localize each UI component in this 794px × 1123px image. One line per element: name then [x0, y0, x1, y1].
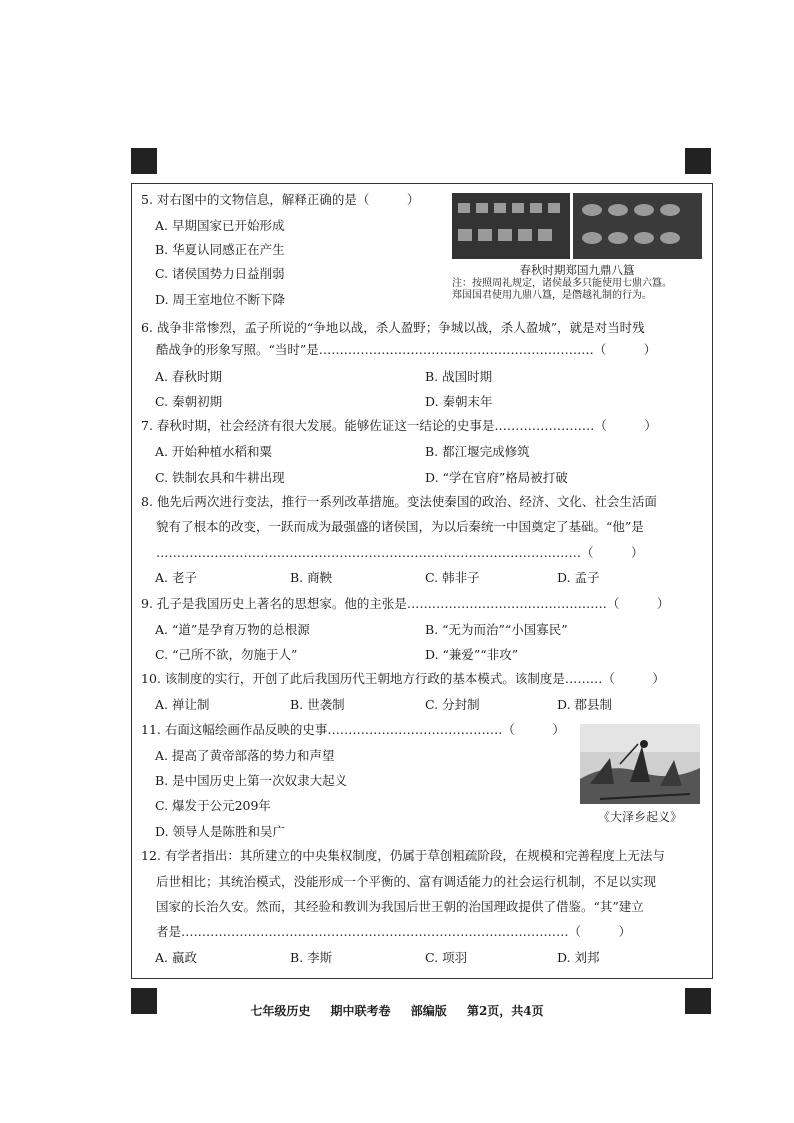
ding-gui-photo: [452, 193, 702, 259]
q12-option-b: B. 李斯: [290, 950, 333, 965]
q8-option-d: D. 孟子: [557, 570, 600, 585]
q6-option-b: B. 战国时期: [425, 369, 493, 384]
q5-figure-caption: 春秋时期郑国九鼎八簋: [519, 263, 635, 277]
q10-option-d: D. 郡县制: [557, 697, 613, 712]
footer-grade: 七年级历史: [250, 1004, 311, 1018]
q7-option-c: C. 铁制农具和牛耕出现: [155, 470, 285, 485]
q9-stem: 9. 孔子是我国历史上著名的思想家。他的主张是…………………………………………（ ）: [141, 596, 670, 611]
q5-figure-note-2: 郑国国君使用九鼎八簋，是僭越礼制的行为。: [452, 290, 652, 301]
q8-stem-line-2: 貌有了根本的改变，一跃而成为最强盛的诸侯国，为以后秦统一中国奠定了基础。“他”是: [156, 519, 644, 534]
q11-figure-caption: 《大泽乡起义》: [597, 810, 682, 824]
q10-option-b: B. 世袭制: [290, 697, 345, 712]
page-footer: [0, 1002, 794, 1019]
q5-option-b: B. 华夏认同感正在产生: [155, 242, 285, 257]
q7-option-b: B. 都江堰完成修筑: [425, 444, 530, 459]
registration-mark-top-right: [685, 148, 711, 174]
q9-option-d: D. “兼爱”“非攻”: [425, 647, 519, 662]
q7-option-d: D. “学在官府”格局被打破: [425, 470, 568, 485]
q5-figure-note-1: 注：按照周礼规定，诸侯最多只能使用七鼎六簋。: [452, 278, 672, 289]
q10-option-c: C. 分封制: [425, 697, 480, 712]
q9-option-c: C. “己所不欲，勿施于人”: [155, 647, 298, 662]
q7-option-a: A. 开始种植水稻和粟: [155, 444, 272, 459]
q10-option-a: A. 禅让制: [155, 697, 210, 712]
q12-stem-line-1: 12. 有学者指出：其所建立的中央集权制度，仍属于草创粗疏阶段，在规模和完善程度上无法与: [141, 848, 665, 863]
footer-page-number: 第2页，共4页: [466, 1004, 544, 1018]
q9-option-b: B. “无为而治”“小国寡民”: [425, 622, 568, 637]
q5-option-d: D. 周王室地位不断下降: [155, 292, 286, 307]
q6-option-d: D. 秦朝末年: [425, 394, 493, 409]
q8-option-c: C. 韩非子: [425, 570, 480, 585]
q11-option-d: D. 领导人是陈胜和吴广: [155, 824, 286, 839]
q6-option-a: A. 春秋时期: [155, 369, 222, 384]
q8-option-a: A. 老子: [155, 570, 197, 585]
q12-stem-line-2: 后世相比；其统治模式，没能形成一个平衡的、富有调适能力的社会运行机制，不足以实现: [156, 874, 657, 889]
q12-option-d: D. 刘邦: [557, 950, 600, 965]
q5-option-a: A. 早期国家已开始形成: [155, 218, 285, 233]
registration-mark-top-left: [131, 148, 157, 174]
q11-stem: 11. 右面这幅绘画作品反映的史事……………………………………（ ）: [141, 722, 565, 737]
q8-stem-line-3: …………………………………………………………………………………………（ ）: [156, 545, 644, 560]
footer-exam: 期中联考卷: [330, 1004, 391, 1018]
q10-stem: 10. 该制度的实行，开创了此后我国历代王朝地方行政的基本模式。该制度是………（ ）: [141, 671, 665, 686]
dazexiang-uprising-painting: [580, 724, 700, 804]
q6-option-c: C. 秦朝初期: [155, 394, 223, 409]
q12-option-a: A. 嬴政: [155, 950, 197, 965]
q6-stem-line-1: 6. 战争非常惨烈，孟子所说的“争地以战，杀人盈野；争城以战，杀人盈城”，就是对当时残: [141, 320, 645, 335]
q7-stem: 7. 春秋时期，社会经济有很大发展。能够佐证这一结论的史事是……………………（ ）: [141, 418, 657, 433]
q9-option-a: A. “道”是孕育万物的总根源: [155, 622, 310, 637]
q5-option-c: C. 诸侯国势力日益削弱: [155, 266, 285, 281]
q12-stem-line-3: 国家的长治久安。然而，其经验和教训为我国后世王朝的治国理政提供了借鉴。“其”建立: [156, 899, 644, 914]
q6-stem-line-2: 酷战争的形象写照。“当时”是…………………………………………………………（ ）: [156, 342, 657, 357]
q5-stem: 5. 对右图中的文物信息，解释正确的是（ ）: [141, 192, 420, 207]
q11-option-c: C. 爆发于公元209年: [155, 798, 271, 813]
footer-edition: 部编版: [410, 1004, 447, 1018]
q12-option-c: C. 项羽: [425, 950, 468, 965]
q11-option-b: B. 是中国历史上第一次奴隶大起义: [155, 773, 348, 788]
q8-option-b: B. 商鞅: [290, 570, 333, 585]
q12-stem-line-4: 者是…………………………………………………………………………………（ ）: [156, 924, 632, 939]
q11-option-a: A. 提高了黄帝部落的势力和声望: [155, 748, 335, 763]
q8-stem-line-1: 8. 他先后两次进行变法，推行一系列改革措施。变法使秦国的政治、经济、文化、社会生活面: [141, 494, 657, 509]
